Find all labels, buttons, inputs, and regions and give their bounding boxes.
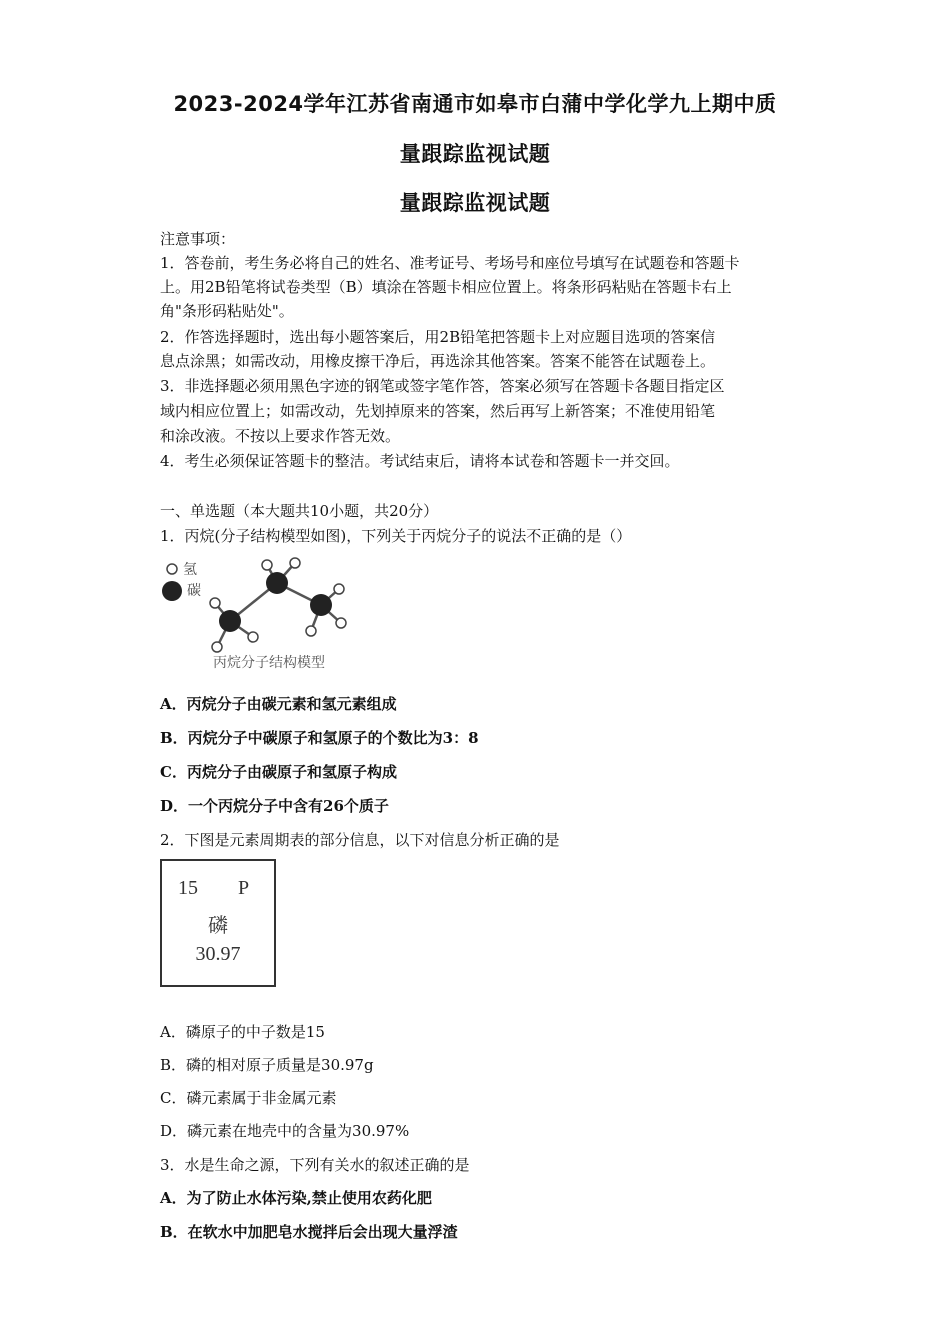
notes-line-4: 2．作答选择题时，选出每小题答案后，用2B铅笔把答题卡上对应题目选项的答案信 [160, 328, 716, 346]
notes-line-1: 1．答卷前，考生务必将自己的姓名、准考证号、考场号和座位号填写在试题卷和答题卡 [160, 254, 740, 272]
element-name: 磷 [208, 915, 228, 937]
carbon-atom [310, 594, 332, 616]
q3-option-b: B．在软水中加肥皂水搅拌后会出现大量浮渣 [160, 1223, 458, 1241]
legend-hydrogen-label: 氢 [183, 562, 197, 578]
carbon-atom [219, 610, 241, 632]
q2-option-b: B．磷的相对原子质量是30.97g [160, 1056, 374, 1074]
notes-line-3: 角"条形码粘贴处"。 [160, 302, 294, 320]
notes-heading: 注意事项： [160, 230, 236, 248]
hydrogen-atom [212, 642, 222, 652]
notes-line-5: 息点涂黑；如需改动，用橡皮擦干净后，再选涂其他答案。答案不能答在试题卷上。 [160, 352, 716, 370]
q1-stem: 1．丙烷(分子结构模型如图)，下列关于丙烷分子的说法不正确的是（） [160, 527, 632, 545]
periodic-element-card [160, 859, 276, 987]
hydrogen-atom [336, 618, 346, 628]
q2-stem: 2．下图是元素周期表的部分信息，以下对信息分析正确的是 [160, 831, 560, 849]
notes-line-6: 3．非选择题必须用黑色字迹的钢笔或签字笔作答，答案必须写在答题卡各题目指定区 [160, 377, 725, 395]
q2-option-d: D．磷元素在地壳中的含量为30.97% [160, 1122, 410, 1140]
legend-hydrogen-icon [167, 564, 177, 574]
hydrogen-atom [248, 632, 258, 642]
exam-title-line-1: 2023-2024学年江苏省南通市如皋市白蒲中学化学九上期中质 [173, 92, 777, 116]
q1-option-b: B．丙烷分子中碳原子和氢原子的个数比为3：8 [160, 729, 479, 747]
notes-line-2: 上。用2B铅笔将试卷类型（B）填涂在答题卡相应位置上。将条形码粘贴在答题卡右上 [160, 278, 732, 296]
hydrogen-atom [210, 598, 220, 608]
q3-option-a: A．为了防止水体污染,禁止使用农药化肥 [160, 1189, 432, 1207]
atomic-number: 15 [178, 877, 198, 899]
q3-stem: 3．水是生命之源，下列有关水的叙述正确的是 [160, 1156, 470, 1174]
q2-option-a: A．磷原子的中子数是15 [160, 1023, 325, 1041]
atomic-mass: 30.97 [195, 943, 241, 965]
hydrogen-atom [262, 560, 272, 570]
hydrogen-atom [290, 558, 300, 568]
q1-option-a: A．丙烷分子由碳元素和氢元素组成 [160, 695, 397, 713]
q2-option-c: C．磷元素属于非金属元素 [160, 1089, 337, 1107]
propane-molecule-model [155, 553, 355, 673]
carbon-atom [266, 572, 288, 594]
hydrogen-atom [334, 584, 344, 594]
legend-carbon-label: 碳 [187, 583, 201, 599]
q1-option-d: D．一个丙烷分子中含有26个质子 [160, 797, 389, 815]
q1-option-c: C．丙烷分子由碳原子和氢原子构成 [160, 763, 397, 781]
exam-title-line-2: 量跟踪监视试题 [399, 142, 551, 166]
element-symbol: P [238, 877, 250, 899]
legend-carbon-icon [162, 581, 182, 601]
exam-title-line-3: 量跟踪监视试题 [399, 191, 551, 215]
section-heading: 一、单选题（本大题共10小题，共20分） [160, 502, 439, 520]
hydrogen-atom [306, 626, 316, 636]
notes-line-9: 4．考生必须保证答题卡的整洁。考试结束后，请将本试卷和答题卡一并交回。 [160, 452, 680, 470]
molecule-caption: 丙烷分子结构模型 [213, 655, 325, 671]
notes-line-8: 和涂改液。不按以上要求作答无效。 [160, 427, 401, 445]
notes-line-7: 域内相应位置上；如需改动，先划掉原来的答案，然后再写上新答案；不准使用铅笔 [160, 402, 716, 420]
